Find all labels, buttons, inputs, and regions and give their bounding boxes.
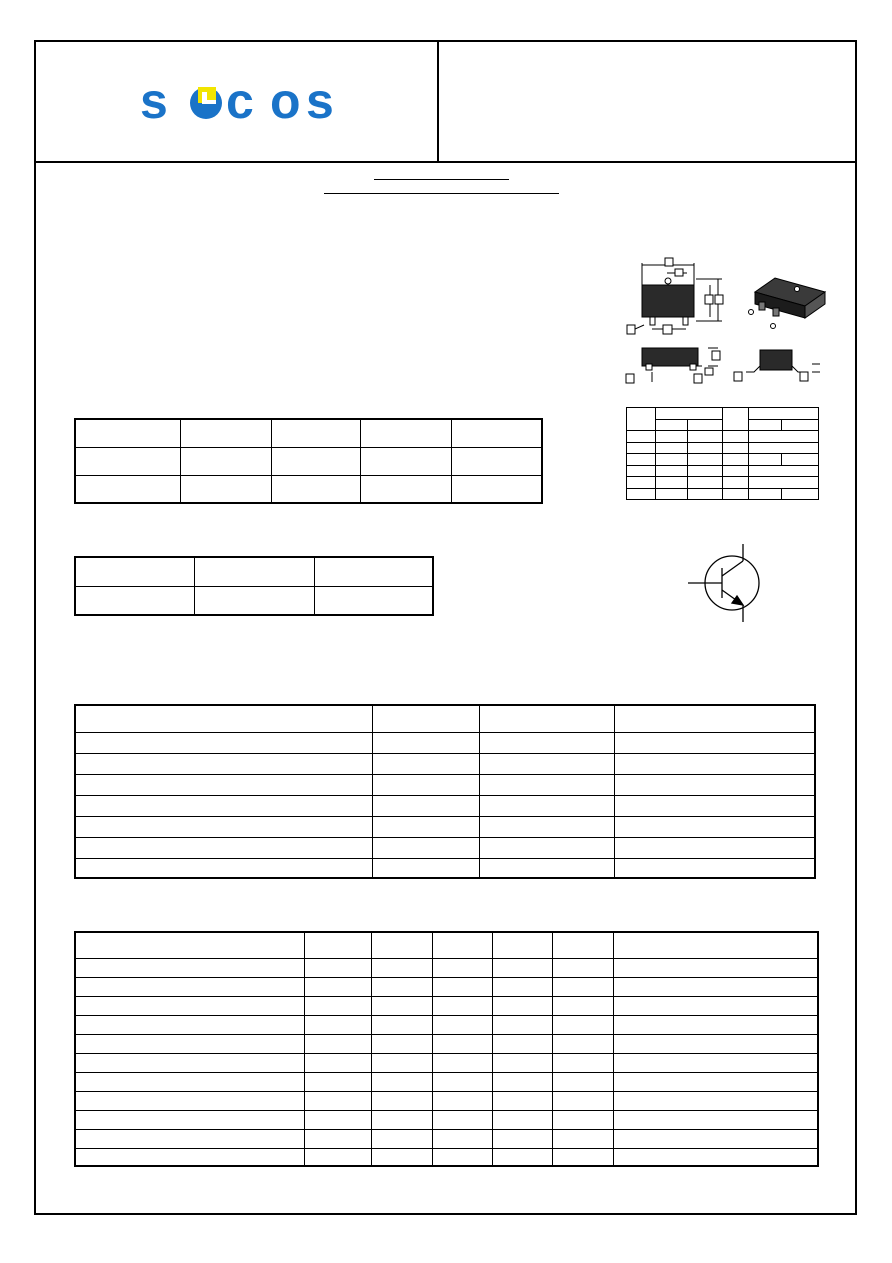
- table-cell: [371, 1015, 432, 1034]
- table-cell: [492, 1053, 552, 1072]
- subtitle-underline: [324, 193, 559, 194]
- logo-letter-o: o: [270, 78, 301, 122]
- table-cell: [552, 1129, 613, 1148]
- table-cell: [271, 447, 360, 475]
- table-cell: [304, 1034, 371, 1053]
- table-cell: [688, 442, 723, 454]
- table-cell: [723, 454, 749, 466]
- table-cell: [371, 996, 432, 1015]
- table-cell: [613, 958, 818, 977]
- electrical-cell: [75, 958, 304, 977]
- table-cell: [723, 442, 749, 454]
- table-cell: [627, 431, 656, 443]
- table-cell: [492, 1034, 552, 1053]
- table-cell: [372, 774, 479, 795]
- table-cell: [688, 431, 723, 443]
- table-cell: [360, 419, 451, 447]
- table-cell: [552, 996, 613, 1015]
- dim-cell: [688, 419, 723, 431]
- table-cell: [749, 454, 782, 466]
- ratings-cell: [75, 837, 372, 858]
- table-cell: [371, 958, 432, 977]
- table-cell: [451, 447, 542, 475]
- electrical-cell: [75, 1148, 304, 1166]
- dim-cell: [723, 408, 749, 431]
- ordering-cell: [75, 447, 180, 475]
- table-cell: [371, 932, 432, 958]
- dim-cell: [656, 408, 723, 420]
- table-cell: [613, 1034, 818, 1053]
- table-cell: [479, 795, 614, 816]
- table-cell: [372, 705, 479, 732]
- table-cell: [304, 1091, 371, 1110]
- table-cell: [492, 1072, 552, 1091]
- table-cell: [371, 977, 432, 996]
- logo-letter-s2: s: [306, 78, 334, 122]
- table-cell: [723, 465, 749, 477]
- table-cell: [372, 858, 479, 878]
- table-cell: [688, 477, 723, 489]
- max-ratings-table: [74, 704, 816, 879]
- table-cell: [552, 1148, 613, 1166]
- ratings-cell: [75, 774, 372, 795]
- title-underline: [374, 179, 509, 180]
- table-cell: [304, 1015, 371, 1034]
- dim-cell: [782, 419, 819, 431]
- table-cell: [656, 442, 688, 454]
- electrical-cell: [75, 1053, 304, 1072]
- table-cell: [432, 1091, 492, 1110]
- electrical-header-cell: [75, 932, 304, 958]
- table-cell: [271, 475, 360, 503]
- table-cell: [432, 1148, 492, 1166]
- table-cell: [304, 1053, 371, 1072]
- table-cell: [552, 1034, 613, 1053]
- table-cell: [723, 477, 749, 489]
- electrical-cell: [75, 977, 304, 996]
- table-cell: [314, 586, 433, 615]
- table-cell: [552, 932, 613, 958]
- table-cell: [371, 1053, 432, 1072]
- table-cell: [451, 475, 542, 503]
- ordering-cell: [75, 475, 180, 503]
- table-cell: [613, 932, 818, 958]
- table-cell: [372, 795, 479, 816]
- table-cell: [614, 795, 815, 816]
- electrical-characteristics-table: [74, 931, 819, 1167]
- table-cell: [432, 1129, 492, 1148]
- table-cell: [372, 837, 479, 858]
- table-cell: [656, 454, 688, 466]
- table-cell: [627, 488, 656, 500]
- header-divider-horizontal: [35, 161, 856, 163]
- table-cell: [723, 488, 749, 500]
- dim-cell: [627, 408, 656, 431]
- table-cell: [371, 1034, 432, 1053]
- table-cell: [614, 732, 815, 753]
- table-cell: [492, 958, 552, 977]
- ratings-header-cell: [75, 705, 372, 732]
- table-cell: [749, 465, 819, 477]
- table-cell: [614, 753, 815, 774]
- table-cell: [613, 1072, 818, 1091]
- table-cell: [360, 447, 451, 475]
- table-cell: [627, 442, 656, 454]
- dim-cell: [656, 419, 688, 431]
- table-cell: [492, 1091, 552, 1110]
- table-cell: [613, 996, 818, 1015]
- table-cell: [614, 774, 815, 795]
- table-cell: [479, 774, 614, 795]
- electrical-cell: [75, 1129, 304, 1148]
- electrical-cell: [75, 1034, 304, 1053]
- table-cell: [479, 837, 614, 858]
- pin-cell: [75, 586, 194, 615]
- table-cell: [180, 447, 271, 475]
- package-3d-view-drawing: [745, 272, 835, 334]
- ratings-cell: [75, 753, 372, 774]
- table-cell: [492, 977, 552, 996]
- logo-letter-e: [190, 87, 222, 119]
- table-cell: [492, 1129, 552, 1148]
- ratings-cell: [75, 858, 372, 878]
- table-cell: [492, 1148, 552, 1166]
- table-cell: [304, 1129, 371, 1148]
- table-cell: [372, 753, 479, 774]
- table-cell: [372, 732, 479, 753]
- npn-transistor-symbol: [684, 540, 768, 626]
- table-cell: [194, 586, 314, 615]
- table-cell: [749, 477, 819, 489]
- table-cell: [656, 488, 688, 500]
- table-cell: [614, 816, 815, 837]
- table-cell: [614, 858, 815, 878]
- table-cell: [613, 1015, 818, 1034]
- table-cell: [432, 1015, 492, 1034]
- table-cell: [552, 1091, 613, 1110]
- electrical-cell: [75, 1072, 304, 1091]
- table-cell: [360, 475, 451, 503]
- table-cell: [432, 1110, 492, 1129]
- table-cell: [304, 958, 371, 977]
- table-cell: [782, 488, 819, 500]
- electrical-cell: [75, 1110, 304, 1129]
- table-cell: [432, 1072, 492, 1091]
- table-cell: [613, 1091, 818, 1110]
- table-cell: [371, 1110, 432, 1129]
- table-cell: [479, 816, 614, 837]
- table-cell: [656, 431, 688, 443]
- table-cell: [314, 557, 433, 586]
- table-cell: [432, 996, 492, 1015]
- table-cell: [371, 1072, 432, 1091]
- logo-letter-s1: s: [140, 78, 168, 122]
- table-cell: [371, 1148, 432, 1166]
- table-cell: [613, 1148, 818, 1166]
- table-cell: [613, 1110, 818, 1129]
- table-cell: [304, 1072, 371, 1091]
- table-cell: [749, 431, 819, 443]
- table-cell: [614, 837, 815, 858]
- table-cell: [304, 996, 371, 1015]
- package-top-view-drawing: [622, 255, 730, 337]
- electrical-cell: [75, 996, 304, 1015]
- electrical-cell: [75, 1091, 304, 1110]
- dimension-table: [626, 407, 819, 500]
- table-cell: [194, 557, 314, 586]
- table-cell: [688, 488, 723, 500]
- table-cell: [614, 705, 815, 732]
- ratings-cell: [75, 795, 372, 816]
- table-cell: [492, 932, 552, 958]
- table-cell: [552, 977, 613, 996]
- table-cell: [451, 419, 542, 447]
- table-cell: [492, 1110, 552, 1129]
- table-cell: [627, 477, 656, 489]
- ratings-cell: [75, 732, 372, 753]
- table-cell: [432, 977, 492, 996]
- pin-cell: [75, 557, 194, 586]
- table-cell: [479, 858, 614, 878]
- table-cell: [371, 1091, 432, 1110]
- table-cell: [492, 1015, 552, 1034]
- table-cell: [271, 419, 360, 447]
- table-cell: [613, 977, 818, 996]
- table-cell: [552, 958, 613, 977]
- secos-logo: [140, 78, 340, 122]
- table-cell: [304, 1148, 371, 1166]
- table-cell: [432, 1034, 492, 1053]
- table-cell: [749, 488, 782, 500]
- table-cell: [432, 932, 492, 958]
- header-divider-vertical: [437, 41, 439, 162]
- table-cell: [627, 454, 656, 466]
- table-cell: [688, 454, 723, 466]
- table-cell: [304, 932, 371, 958]
- table-cell: [180, 475, 271, 503]
- table-cell: [304, 1110, 371, 1129]
- table-cell: [432, 1053, 492, 1072]
- dim-cell: [749, 408, 819, 420]
- table-cell: [552, 1072, 613, 1091]
- table-cell: [372, 816, 479, 837]
- table-cell: [304, 977, 371, 996]
- table-cell: [688, 465, 723, 477]
- electrical-cell: [75, 1015, 304, 1034]
- table-cell: [492, 996, 552, 1015]
- dim-cell: [749, 419, 782, 431]
- table-cell: [613, 1053, 818, 1072]
- pin-table: [74, 556, 434, 616]
- ordering-table: [74, 418, 543, 504]
- ordering-cell: [75, 419, 180, 447]
- table-cell: [432, 958, 492, 977]
- logo-letter-c: c: [226, 78, 254, 122]
- table-cell: [552, 1110, 613, 1129]
- table-cell: [552, 1053, 613, 1072]
- table-cell: [749, 442, 819, 454]
- table-cell: [627, 465, 656, 477]
- table-cell: [723, 431, 749, 443]
- table-cell: [180, 419, 271, 447]
- ratings-cell: [75, 816, 372, 837]
- table-cell: [479, 732, 614, 753]
- table-cell: [656, 465, 688, 477]
- package-end-view-drawing: [730, 342, 825, 388]
- table-cell: [613, 1129, 818, 1148]
- table-cell: [656, 477, 688, 489]
- table-cell: [782, 454, 819, 466]
- table-cell: [479, 753, 614, 774]
- table-cell: [479, 705, 614, 732]
- table-cell: [552, 1015, 613, 1034]
- package-side-view-drawing: [622, 338, 730, 390]
- table-cell: [371, 1129, 432, 1148]
